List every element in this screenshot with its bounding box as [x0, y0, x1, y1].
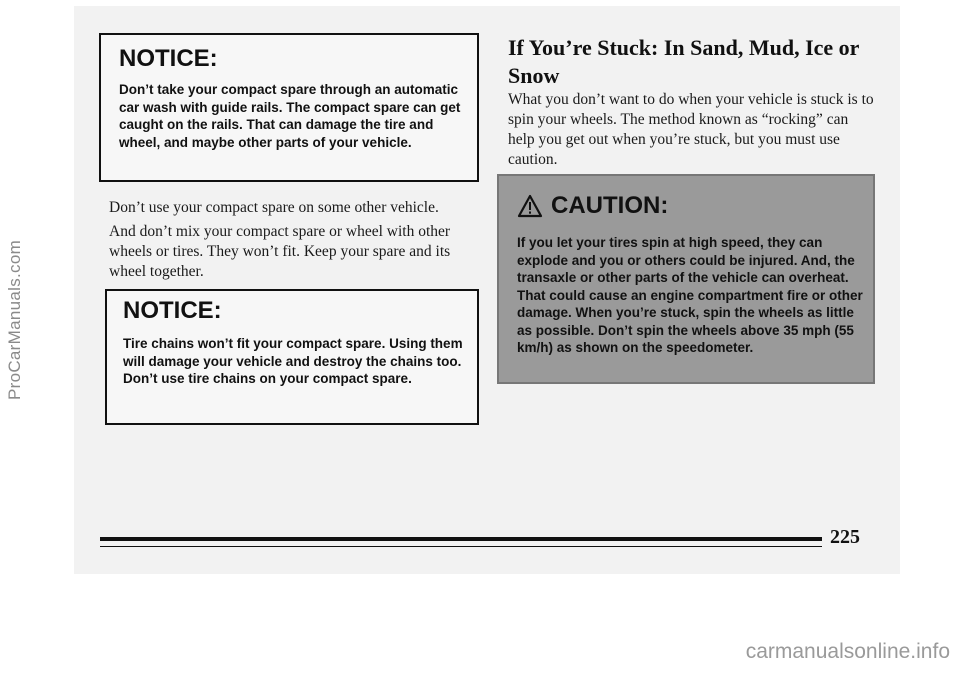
notice-box-tire-chains [105, 289, 479, 425]
notice-body: Tire chains won’t fit your compact spare. Using them will damage your vehicle and destroy the chains too. Don’t use tire chains on your compact spare. [123, 336, 463, 386]
notice-title: NOTICE: [119, 45, 218, 72]
page-number: 225 [830, 526, 860, 548]
paragraph-mix-wheels: And don’t mix your compact spare or wheel with other wheels or tires. They won’t fit. Keep your spare and its wheel together. [109, 223, 451, 280]
notice-body: Don’t take your compact spare through an automatic car wash with guide rails. The compact spare can get caught on the rails. That can damage the tire and wheel, and maybe other parts of your vehicle. [119, 82, 461, 150]
paragraph-other-vehicle: Don’t use your compact spare on some other vehicle. [109, 199, 439, 216]
warning-triangle-icon [517, 194, 543, 218]
watermark-side: ProCarManuals.com [5, 239, 24, 400]
footer-rule-thick [100, 537, 822, 541]
watermark-bottom: carmanualsonline.info [745, 640, 950, 663]
footer-rule-thin [100, 546, 822, 547]
caution-body: If you let your tires spin at high speed, they can explode and you or others could be injured. And, the transaxle or other parts of the vehicle can overheat. That could cause an engine compartment fire or other damage. When you’re stuck, spin the wheels as little as possible. Don’t spin the wheels above 35 mph (55 km/h) as shown on the speedometer. [517, 235, 863, 355]
caution-title: CAUTION: [551, 192, 669, 219]
paragraph-rocking: What you don’t want to do when your vehicle is stuck is to spin your wheels. The method known as “rocking” can help you get out when you’re stuck, but you must use caution. [508, 91, 874, 168]
caution-box [497, 174, 875, 384]
notice-box-car-wash [99, 33, 479, 182]
section-heading: If You’re Stuck: In Sand, Mud, Ice or Snow [508, 35, 860, 88]
notice-title: NOTICE: [123, 297, 222, 324]
caution-header [517, 192, 668, 220]
